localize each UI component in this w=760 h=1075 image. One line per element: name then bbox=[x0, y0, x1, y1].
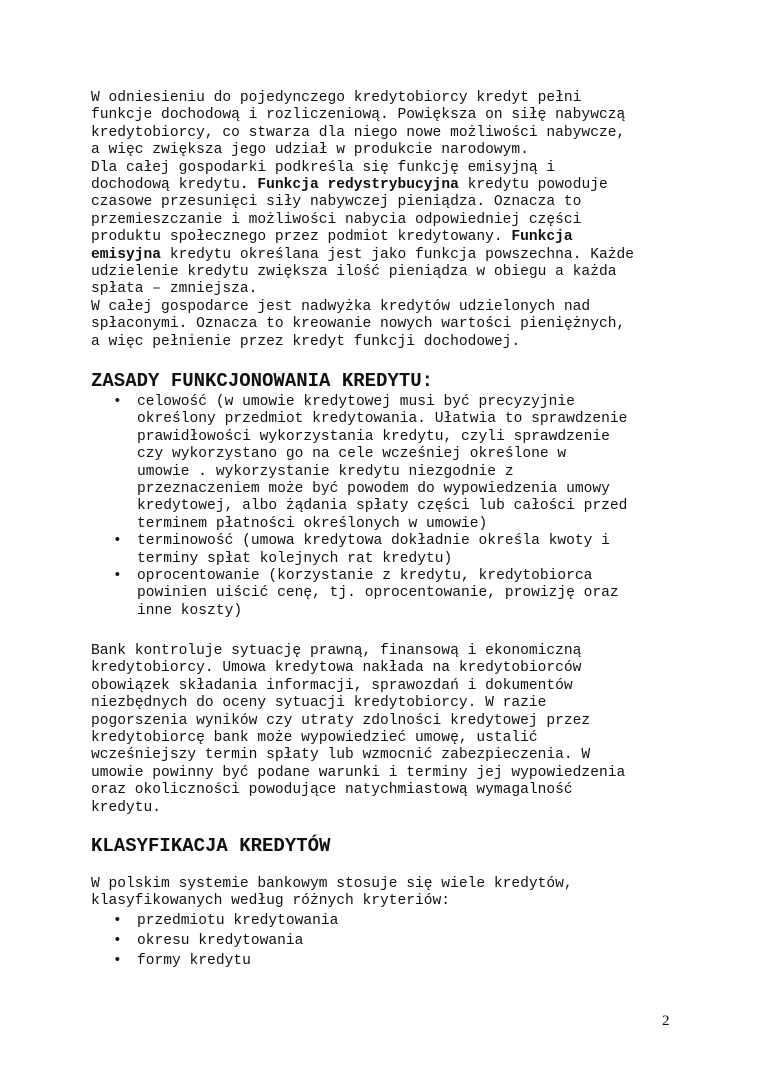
text-line: kredytu określana jest jako funkcja powszechna. Każde bbox=[161, 246, 634, 263]
classification-list bbox=[91, 911, 691, 971]
text-line: W całej gospodarce jest nadwyżka kredytów udzielonych nad bbox=[91, 298, 591, 315]
text-line: kredytu powoduje bbox=[458, 177, 608, 194]
text-line: przemieszczanie i możliwości nabycia odpowiedniej części bbox=[91, 211, 582, 228]
list-item: • terminowość (umowa kredytowa dokładnie określa kwoty i terminy spłat kolejnych rat kredytu) bbox=[113, 533, 610, 567]
bullet-icon: • bbox=[113, 933, 122, 949]
bullet-icon: • bbox=[113, 913, 122, 929]
paragraph-bank-control: Bank kontroluje sytuację prawną, finansową i ekonomiczną kredytobiorcy. Umowa kredytowa nakłada na kredytobiorców obowiązek składania informacji, sprawozdań i dokumentów niezbędnych do oceny sytuacji kredytobiorcy. W razie pogorszenia wyników czy utraty zdolności kredytowej przez kredytobiorcę bank może wypowiedzieć umowę, ustalić wcześniejszy termin spłaty lub wzmocnić zabezpieczenia. W umowie powinny być podane warunki i terminy jej wypowiedzenia oraz okoliczności powodujące natychmiastową wymagalność kredytu. bbox=[91, 643, 626, 816]
text-line: kredytobiorcy, co stwarza dla niego nowe możliwości nabywcze, bbox=[91, 124, 626, 141]
bold-term-emission: emisyjna bbox=[91, 246, 162, 263]
text-line: a więc pełnienie przez kredyt funkcji dochodowej. bbox=[91, 333, 521, 350]
text-line: produktu społecznego przez podmiot kredytowany. bbox=[91, 229, 512, 246]
list-item: • okresu kredytowania bbox=[113, 933, 304, 949]
text-line: W odniesieniu do pojedynczego kredytobiorcy kredyt pełni bbox=[91, 90, 582, 106]
paragraph-credit-functions bbox=[91, 90, 691, 351]
heading-credit-classification: KLASYFIKACJA KREDYTÓW bbox=[91, 835, 331, 857]
paragraph-classification-intro: W polskim systemie bankowym stosuje się wiele kredytów, klasyfikowanych według różnych kryteriów: bbox=[91, 876, 573, 910]
bold-term-emission: Funkcja bbox=[511, 229, 573, 246]
list-item: • oprocentowanie (korzystanie z kredytu, kredytobiorca powinien uiścić cenę, tj. oprocentowanie, prowizję oraz inne koszty) bbox=[113, 568, 619, 619]
text-line: Dla całej gospodarki podkreśla się funkcję emisyjną i bbox=[91, 159, 556, 176]
bullet-icon: • bbox=[113, 568, 122, 585]
text-line: funkcje dochodową i rozliczeniową. Powiększa on siłę nabywczą bbox=[91, 107, 626, 124]
list-item: • przedmiotu kredytowania bbox=[113, 913, 339, 929]
text-line: spłaconymi. Oznacza to kreowanie nowych wartości pieniężnych, bbox=[91, 316, 626, 333]
list-item: • formy kredytu bbox=[113, 953, 251, 969]
bullet-icon: • bbox=[113, 953, 122, 969]
text-line: a więc zwiększa jego udział w produkcie narodowym. bbox=[91, 142, 529, 159]
bullet-icon: • bbox=[113, 533, 122, 550]
page-number: 2 bbox=[662, 1013, 670, 1029]
text-line: dochodową kredytu bbox=[91, 177, 240, 194]
text-line: czasowe przesunięci siły nabywczej pieniądza. Oznacza to bbox=[91, 194, 582, 211]
bold-term-redistribution: . Funkcja redystrybucyjna bbox=[239, 177, 459, 194]
principles-list bbox=[91, 394, 691, 620]
text-line: spłata – zmniejsza. bbox=[91, 281, 258, 298]
list-item: • celowość (w umowie kredytowej musi być precyzyjnie określony przedmiot kredytowania. Ułatwia to sprawdzenie prawidłowości wykorzystania kredytu, czyli sprawdzenie czy wykorzystano go na cele wcześniej określone w umowie . wykorzystanie kredytu niezgodnie z przeznaczeniem może być powodem do wypowiedzenia umowy kredytowej, albo żądania spłaty części lub całości przed terminem płatności określonych w umowie) bbox=[113, 394, 628, 532]
text-line: udzielenie kredytu zwiększa ilość pieniądza w obiegu a każda bbox=[91, 264, 617, 281]
bullet-icon: • bbox=[113, 394, 122, 410]
heading-credit-principles: ZASADY FUNKCJONOWANIA KREDYTU: bbox=[91, 370, 434, 392]
